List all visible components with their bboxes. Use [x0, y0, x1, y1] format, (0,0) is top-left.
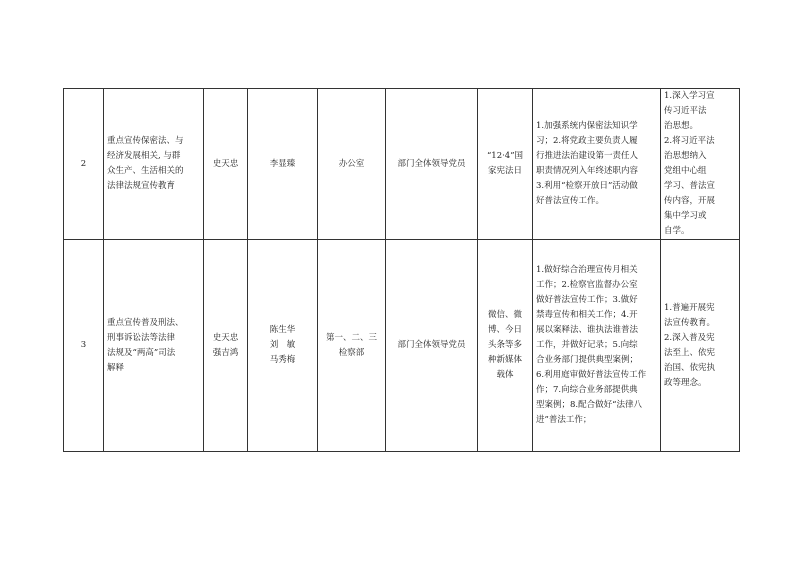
cell-goal	[661, 89, 740, 240]
cell-text-line: 刑事诉讼法等法律	[107, 332, 176, 343]
cell-text-line: 1.深入学习宣	[664, 91, 715, 101]
cell-time	[478, 89, 533, 240]
cell-text-line: 1.普遍开展宪	[664, 302, 715, 313]
cell-text-line: 博、今日	[487, 325, 522, 335]
cell-text-line: 治思想纳入	[664, 151, 707, 161]
cell-measures	[533, 240, 661, 452]
cell-text-line: 学习、普法宣	[664, 181, 716, 191]
cell-text-line: 第一、二、三	[325, 332, 377, 343]
publicity-plan-table	[63, 88, 740, 452]
cell-text-line: 2.深入普及宪	[664, 332, 715, 343]
cell-text: 部门全体领导党员	[397, 158, 466, 169]
cell-text-line: 2.将习近平法	[664, 136, 715, 146]
cell-text-line: 检察部	[338, 347, 365, 358]
cell-target	[386, 89, 478, 240]
cell-text-line: 强吉鸿	[212, 347, 239, 358]
cell-text-line: 经济发展相关, 与群	[107, 151, 181, 161]
cell-text-line: 李显臻	[269, 158, 296, 169]
cell-text-line: 职责情况列入年终述职内容	[536, 166, 639, 176]
cell-department	[318, 89, 386, 240]
cell-text-line: 办公室	[338, 158, 365, 169]
cell-text-line: 微信、微	[487, 310, 522, 320]
cell-text-line: 6.利用庭审做好普法宣传工作	[536, 370, 647, 380]
table-row	[64, 89, 740, 240]
table-body	[64, 89, 740, 452]
cell-text-line: 做好普法宣传工作；3.做好	[536, 295, 638, 305]
cell-text-line: 治国、依宪执	[664, 362, 716, 373]
cell-text-line: 工作，并做好记录；5.向综	[536, 340, 638, 350]
cell-department	[318, 240, 386, 452]
cell-text-line: 法至上、依宪	[664, 347, 716, 358]
cell-lead	[204, 89, 248, 240]
cell-text-line: 1.加强系统内保密法知识学	[536, 121, 638, 131]
cell-text-line: 禁毒宣传和相关工作；4.开	[536, 310, 638, 320]
cell-number	[64, 240, 104, 452]
cell-text-line: 陈生华	[269, 325, 296, 335]
cell-text: 部门全体领导党员	[397, 340, 466, 350]
cell-goal	[661, 240, 740, 452]
cell-text-line: 家宪法日	[487, 166, 522, 176]
cell-responsible	[248, 240, 318, 452]
cell-text-line: 传习近平法	[664, 106, 707, 116]
cell-text-line: 治思想。	[664, 121, 699, 131]
cell-lead	[204, 240, 248, 452]
cell-text-line: 合业务部门提供典型案例；	[536, 355, 639, 365]
cell-text-line: 政等理念。	[664, 377, 707, 388]
cell-measures	[533, 89, 661, 240]
cell-text-line: 史天忠	[212, 332, 239, 343]
cell-text-line: 工作；2.检察官监督办公室	[536, 280, 638, 290]
cell-text-line: 解释	[107, 362, 125, 373]
cell-text-line: 刘 敏	[269, 340, 296, 350]
cell-text-line: 种新媒体	[487, 355, 522, 365]
cell-text-line: 重点宣传普及刑法、	[107, 317, 184, 328]
cell-text-line: 自学。	[664, 226, 690, 236]
cell-text: 3	[80, 340, 87, 350]
cell-text-line: 党组中心组	[664, 166, 707, 176]
cell-text-line: 进”普法工作；	[536, 415, 592, 425]
cell-text: 2	[80, 158, 87, 169]
cell-text-line: 头条等多	[487, 340, 522, 350]
cell-text-line: 展以案释法、谁执法谁普法	[536, 325, 639, 335]
cell-text-line: 法规及“两高”司法	[107, 347, 176, 358]
cell-time	[478, 240, 533, 452]
cell-target	[386, 240, 478, 452]
cell-number	[64, 89, 104, 240]
cell-text-line: 3.利用“检察开放日”活动做	[536, 181, 638, 191]
cell-text-line: 行推进法治建设第一责任人	[536, 151, 639, 161]
cell-responsible	[248, 89, 318, 240]
cell-text-line: 传内容，开展	[664, 196, 716, 206]
cell-text-line: 作；7.向综合业务部提供典	[536, 385, 638, 395]
cell-text-line: 众生产、生活相关的	[107, 166, 184, 176]
table-row	[64, 240, 740, 452]
cell-text-line: 法律法规宣传教育	[107, 181, 176, 191]
cell-text-line: 习；2.将党政主要负责人履	[536, 136, 638, 146]
cell-text-line: 载体	[496, 370, 514, 380]
cell-text-line: 重点宣传保密法、与	[107, 136, 184, 146]
cell-text-line: 好普法宣传工作。	[536, 196, 605, 206]
cell-text-line: 马秀梅	[269, 355, 296, 365]
cell-text-line: 集中学习或	[664, 211, 707, 221]
cell-text-line: 法宣传教育。	[664, 317, 716, 328]
cell-text-line: 型案例；8.配合做好“法律八	[536, 400, 642, 410]
cell-text-line: 史天忠	[212, 158, 239, 169]
cell-text-line: 1.做好综合治理宣传月相关	[536, 265, 638, 275]
cell-content	[104, 89, 204, 240]
cell-content	[104, 240, 204, 452]
cell-text-line: “12·4”国	[486, 151, 524, 161]
